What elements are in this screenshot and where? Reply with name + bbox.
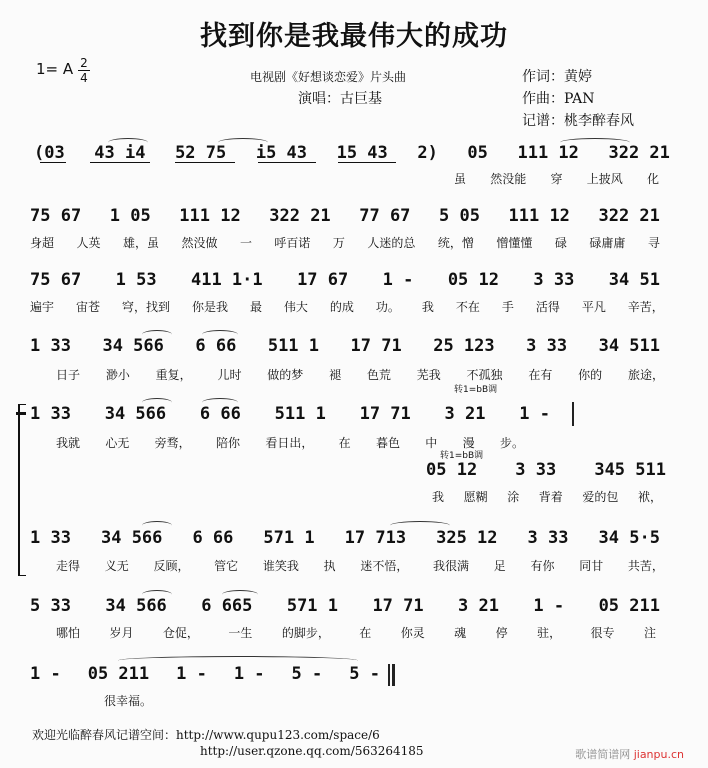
lyric: 谁笑我 bbox=[262, 559, 299, 573]
score-line-4-notes bbox=[30, 336, 660, 356]
lyric: 步。 bbox=[499, 436, 524, 450]
lyric: 愿糊 bbox=[463, 490, 488, 504]
score-line-9-lyrics bbox=[104, 692, 152, 709]
lyric: 万 bbox=[332, 236, 345, 250]
lyric: 碌庸庸 bbox=[589, 236, 626, 250]
measure: 52 75 bbox=[175, 143, 227, 163]
lyric: 遍宇 bbox=[30, 300, 55, 314]
repeat-bracket-mark bbox=[16, 412, 26, 415]
slur bbox=[142, 330, 172, 339]
measure: 17 71 bbox=[372, 596, 424, 616]
watermark-site: jianpu.cn bbox=[633, 748, 684, 761]
measure: 1 05 bbox=[109, 206, 151, 226]
lyric: 反顾， bbox=[153, 559, 190, 573]
measure: 17 71 bbox=[359, 404, 411, 424]
lyric: 辛苦， bbox=[627, 300, 664, 314]
slur bbox=[108, 138, 148, 147]
lyric: 一 bbox=[239, 236, 252, 250]
time-signature-bottom: 4 bbox=[80, 71, 88, 85]
lyric: 停 bbox=[495, 626, 508, 640]
lyric: 哪怕 bbox=[56, 626, 81, 640]
footer-line-2: http://user.qzone.qq.com/563264185 bbox=[200, 744, 424, 758]
time-signature bbox=[78, 57, 90, 84]
measure: 3 33 bbox=[515, 460, 557, 480]
transcriber-credit: 记谱：桃李醉春风 bbox=[522, 113, 634, 129]
measure: 77 67 bbox=[359, 206, 411, 226]
measure: 2) bbox=[417, 143, 438, 163]
score-line-2-notes bbox=[30, 206, 660, 226]
lyric: 涂 bbox=[507, 490, 520, 504]
measure: 1 33 bbox=[30, 404, 71, 424]
lyric: 很专 bbox=[590, 626, 615, 640]
lyric: 在 bbox=[359, 626, 372, 640]
lyric: 我就 bbox=[56, 436, 81, 450]
lyric: 迷不悟， bbox=[360, 559, 409, 573]
lyric: 宙苍 bbox=[75, 300, 100, 314]
measure: 5 33 bbox=[30, 596, 71, 616]
lyric: 呼百诺 bbox=[274, 236, 311, 250]
slur bbox=[218, 138, 268, 147]
slur bbox=[142, 521, 172, 530]
lyric: 穹，找到 bbox=[121, 300, 170, 314]
measure: 3 33 bbox=[533, 270, 575, 290]
measure: 3 33 bbox=[526, 336, 568, 356]
lyric: 同甘 bbox=[579, 559, 604, 573]
lyric: 人迷的总 bbox=[367, 236, 416, 250]
lyric: 足 bbox=[493, 559, 506, 573]
lyric: 你灵 bbox=[400, 626, 425, 640]
lyric: 你是我 bbox=[191, 300, 228, 314]
lyric: 穿 bbox=[550, 172, 563, 186]
score-line-2-lyrics bbox=[30, 234, 660, 251]
watermark-cn: 歌谱简谱网 bbox=[575, 748, 631, 761]
lyric: 上披风 bbox=[586, 172, 623, 186]
lyric: 看日出， bbox=[265, 436, 314, 450]
key-signature: 1= A bbox=[36, 60, 74, 78]
measure: 1 33 bbox=[30, 528, 71, 548]
measure: 05 bbox=[467, 143, 488, 163]
watermark bbox=[575, 746, 684, 762]
footer-line-1: 欢迎光临醉春风记谱空间：http://www.qupu123.com/space/6 bbox=[32, 728, 380, 742]
lyric: 不在 bbox=[455, 300, 480, 314]
lyric: 我 bbox=[432, 490, 445, 504]
score-line-8-lyrics bbox=[56, 624, 656, 641]
score-line-8-notes bbox=[30, 596, 660, 616]
lyric: 虽 bbox=[454, 172, 467, 186]
lyric: 注 bbox=[643, 626, 656, 640]
lyric: 在有 bbox=[528, 368, 553, 382]
score-line-7-lyrics bbox=[56, 557, 664, 574]
lyric: 共苦， bbox=[627, 559, 664, 573]
lyric: 日子 bbox=[56, 368, 81, 382]
measure: 3 21 bbox=[458, 596, 499, 616]
measure: i5 43 bbox=[255, 143, 308, 163]
lyricist-credit: 作词：黄婷 bbox=[522, 69, 592, 85]
measure: 17 71 bbox=[350, 336, 402, 356]
lyric: 中 bbox=[425, 436, 438, 450]
lyric: 重复， bbox=[155, 368, 192, 382]
measure: 25 123 bbox=[433, 336, 495, 356]
beam-underline bbox=[40, 162, 66, 163]
lyric: 身超 bbox=[30, 236, 55, 250]
score-line-1-lyrics bbox=[454, 170, 659, 187]
lyric: 统，憎 bbox=[437, 236, 474, 250]
measure: 15 43 bbox=[336, 143, 388, 163]
slur bbox=[202, 398, 238, 407]
measure: 6 66 bbox=[199, 404, 241, 424]
measure: 345 511 bbox=[594, 460, 666, 480]
measure: 05 211 bbox=[87, 664, 150, 684]
lyric: 我 bbox=[421, 300, 434, 314]
measure: 75 67 bbox=[30, 206, 82, 226]
measure: 5 05 bbox=[438, 206, 480, 226]
lyric: 然没能 bbox=[490, 172, 527, 186]
lyric: 一生 bbox=[228, 626, 253, 640]
measure: 3 21 bbox=[444, 404, 486, 424]
lyric: 平凡 bbox=[581, 300, 606, 314]
measure: 17 67 bbox=[297, 270, 349, 290]
lyric: 有你 bbox=[530, 559, 555, 573]
lyric: 最 bbox=[249, 300, 262, 314]
key-change-annotation-2: 转1=bB调 bbox=[440, 451, 484, 461]
lyric: 伟大 bbox=[283, 300, 308, 314]
score-line-3-notes bbox=[30, 270, 660, 290]
lyric: 旅途， bbox=[627, 368, 664, 382]
beam-underline bbox=[338, 162, 396, 163]
lyric: 人英 bbox=[76, 236, 101, 250]
measure: 571 1 bbox=[286, 596, 339, 616]
singer-credit: 演唱：古巨基 bbox=[298, 91, 382, 107]
lyric: 儿时 bbox=[217, 368, 242, 382]
lyric: 然没做 bbox=[181, 236, 218, 250]
measure: 111 12 bbox=[517, 143, 579, 163]
lyric: 旁骛， bbox=[154, 436, 191, 450]
measure: 511 1 bbox=[267, 336, 320, 356]
measure: 43 i4 bbox=[94, 143, 146, 163]
lyric: 渺小 bbox=[105, 368, 130, 382]
lyric: 岁月 bbox=[109, 626, 134, 640]
measure: 5 - bbox=[291, 664, 323, 684]
beam-underline bbox=[90, 162, 150, 163]
measure: 34 566 bbox=[105, 596, 167, 616]
measure: 322 21 bbox=[598, 206, 660, 226]
lyric: 漫 bbox=[462, 436, 475, 450]
lyric: 你的 bbox=[578, 368, 603, 382]
slur bbox=[560, 138, 630, 147]
measure: 1 - bbox=[233, 664, 265, 684]
measure: 1 - bbox=[533, 596, 565, 616]
lyric: 不孤独 bbox=[466, 368, 503, 382]
lyric: 义无 bbox=[104, 559, 129, 573]
measure: 111 12 bbox=[508, 206, 570, 226]
slur bbox=[118, 656, 358, 665]
beam-underline bbox=[258, 162, 316, 163]
measure: 17 713 bbox=[344, 528, 407, 548]
measure: 34 5·5 bbox=[598, 528, 660, 548]
lyric: 手 bbox=[501, 300, 514, 314]
lyric: 功。 bbox=[375, 300, 400, 314]
measure: 1 - bbox=[176, 664, 207, 684]
beam-underline bbox=[175, 162, 235, 163]
measure: 3 33 bbox=[527, 528, 569, 548]
final-barline-thick bbox=[392, 664, 395, 686]
measure: 34 51 bbox=[608, 270, 660, 290]
lyric: 暮色 bbox=[375, 436, 400, 450]
lyric: 爱的包 bbox=[582, 490, 619, 504]
lyric: 背着 bbox=[538, 490, 563, 504]
measure: 34 566 bbox=[104, 404, 167, 424]
measure: 34 566 bbox=[102, 336, 164, 356]
score-line-6-lyrics bbox=[432, 488, 662, 505]
repeat-bracket bbox=[18, 404, 26, 576]
lyric: 管它 bbox=[214, 559, 239, 573]
measure: 325 12 bbox=[436, 528, 498, 548]
lyric: 心无 bbox=[105, 436, 130, 450]
lyric: 化 bbox=[646, 172, 659, 186]
lyric: 驻， bbox=[537, 626, 562, 640]
lyric: 褪 bbox=[329, 368, 342, 382]
page-title: 找到你是我最伟大的成功 bbox=[200, 21, 508, 52]
lyric: 的成 bbox=[329, 300, 354, 314]
lyric: 在 bbox=[338, 436, 351, 450]
measure: 6 665 bbox=[201, 596, 253, 616]
slur bbox=[202, 330, 238, 339]
score-line-4-lyrics bbox=[56, 366, 664, 383]
score-line-5-notes bbox=[30, 404, 550, 424]
composer-credit: 作曲：PAN bbox=[522, 91, 595, 107]
measure: 5 - bbox=[349, 664, 380, 684]
score-line-3-lyrics bbox=[30, 298, 664, 315]
measure: 511 1 bbox=[274, 404, 326, 424]
song-source: 电视剧《好想谈恋爱》片头曲 bbox=[250, 70, 407, 84]
lyric: 魂 bbox=[454, 626, 467, 640]
lyric: 色荒 bbox=[366, 368, 391, 382]
measure: 111 12 bbox=[179, 206, 241, 226]
score-line-9-notes bbox=[30, 664, 380, 684]
measure: 1 - bbox=[519, 404, 550, 424]
key-change-annotation: 转1=bB调 bbox=[454, 385, 498, 395]
time-signature-top: 2 bbox=[80, 56, 88, 70]
section-end-barline bbox=[572, 402, 574, 426]
lyric: 寻 bbox=[647, 236, 660, 250]
measure: 411 1·1 bbox=[190, 270, 263, 290]
measure: 1 53 bbox=[115, 270, 157, 290]
measure: 1 33 bbox=[30, 336, 71, 356]
measure: 05 12 bbox=[447, 270, 499, 290]
measure: 6 66 bbox=[192, 528, 234, 548]
measure: 322 21 bbox=[269, 206, 331, 226]
measure: 05 12 bbox=[426, 460, 478, 480]
lyric: 仓促， bbox=[162, 626, 199, 640]
measure: 05 211 bbox=[598, 596, 660, 616]
lyric: 雄，虽 bbox=[122, 236, 159, 250]
measure: 571 1 bbox=[263, 528, 315, 548]
score-line-7-notes bbox=[30, 528, 660, 548]
lyric: 活得 bbox=[535, 300, 560, 314]
slur bbox=[222, 590, 258, 599]
slur bbox=[142, 590, 172, 599]
measure: (03 bbox=[34, 143, 65, 163]
measure: 322 21 bbox=[608, 143, 670, 163]
lyric: 做的梦 bbox=[267, 368, 304, 382]
score-line-6-notes bbox=[426, 460, 666, 480]
measure: 1 - bbox=[30, 664, 61, 684]
lyric: 碌 bbox=[554, 236, 567, 250]
lyric: 陪你 bbox=[215, 436, 240, 450]
measure: 75 67 bbox=[30, 270, 82, 290]
measure: 1 - bbox=[382, 270, 414, 290]
lyric: 憎懂懂 bbox=[496, 236, 533, 250]
lyric: 走得 bbox=[56, 559, 81, 573]
slur bbox=[390, 521, 450, 530]
measure: 6 66 bbox=[195, 336, 237, 356]
lyric: 的脚步， bbox=[281, 626, 330, 640]
slur bbox=[142, 398, 172, 407]
lyric: 袱， bbox=[637, 490, 662, 504]
measure: 34 511 bbox=[598, 336, 660, 356]
lyric: 执 bbox=[323, 559, 336, 573]
measure: 34 566 bbox=[100, 528, 163, 548]
final-barline-thin bbox=[388, 664, 390, 686]
lyric: 我很满 bbox=[433, 559, 470, 573]
lyric: 芜我 bbox=[416, 368, 441, 382]
lyric: 很幸福。 bbox=[104, 694, 153, 708]
